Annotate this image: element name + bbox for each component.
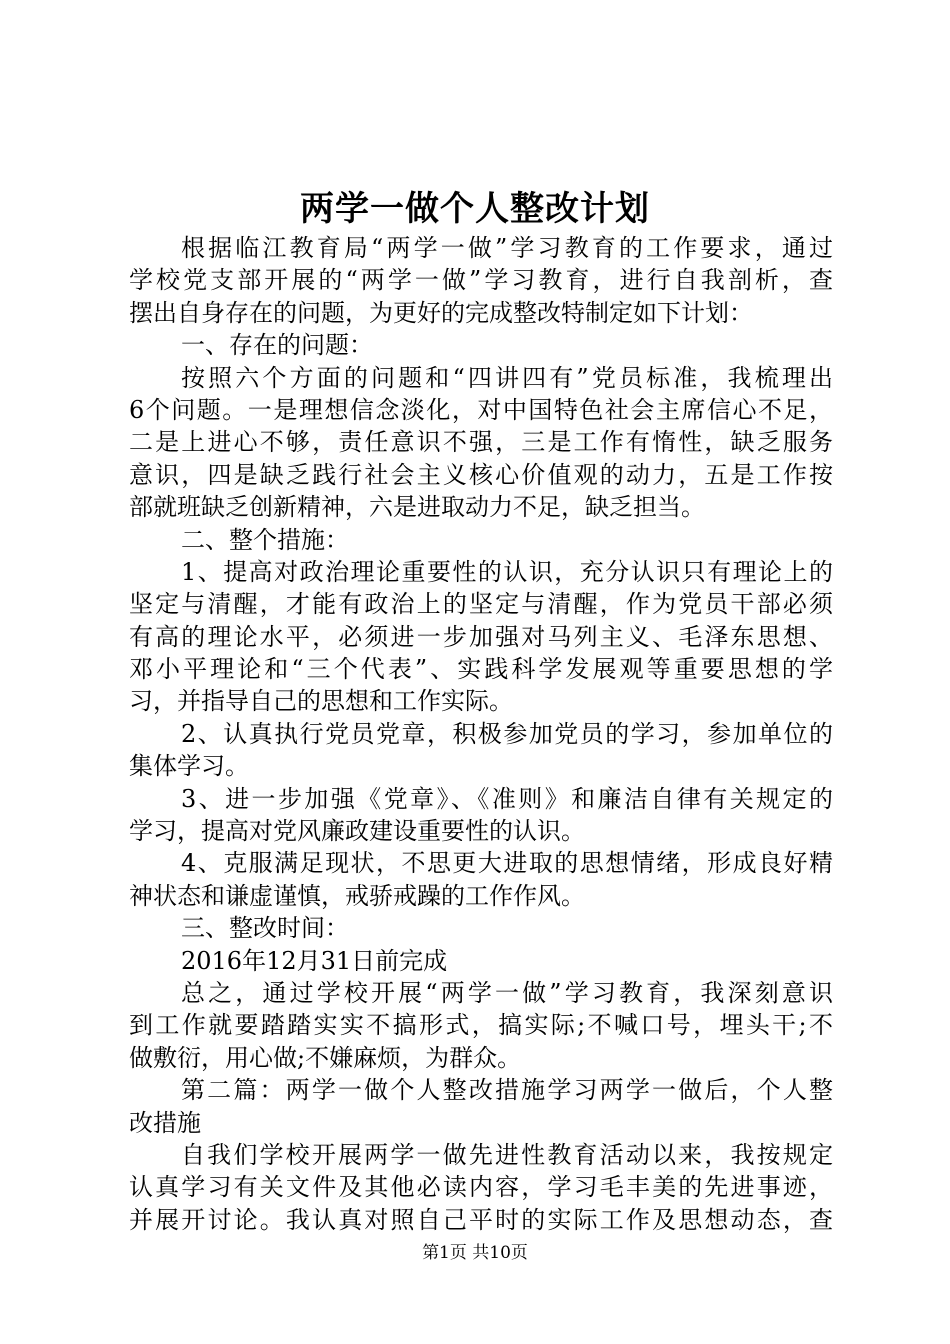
body-line: 改措施 bbox=[129, 1108, 201, 1137]
body-line: 意识，四是缺乏践行社会主义核心价值观的动力，五是工作按 bbox=[129, 460, 833, 489]
body-line: 坚定与清醒，才能有政治上的坚定与清醒，作为党员干部必须 bbox=[129, 590, 833, 619]
body-line: 部就班缺乏创新精神，六是进取动力不足，缺乏担当。 bbox=[129, 493, 705, 522]
body-line: 有高的理论水平，必须进一步加强对马列主义、毛泽东思想、 bbox=[129, 622, 833, 651]
document-body bbox=[129, 232, 833, 1236]
body-line: 学校党支部开展的“两学一做”学习教育，进行自我剖析，查 bbox=[129, 266, 833, 295]
body-line: 一、存在的问题： bbox=[181, 331, 373, 360]
body-line: 1、提高对政治理论重要性的认识，充分认识只有理论上的 bbox=[181, 557, 833, 586]
body-line: 认真学习有关文件及其他必读内容，学习毛丰美的先进事迹， bbox=[129, 1173, 833, 1202]
body-line: 神状态和谦虚谨慎，戒骄戒躁的工作作风。 bbox=[129, 881, 585, 910]
body-line: 集体学习。 bbox=[129, 752, 249, 781]
body-line: 6个问题。一是理想信念淡化，对中国特色社会主席信心不足， bbox=[129, 395, 833, 424]
body-line: 2016年12月31日前完成 bbox=[181, 946, 448, 975]
body-line: 摆出自身存在的问题，为更好的完成整改特制定如下计划： bbox=[129, 298, 753, 327]
page-footer: 第1页 共10页 bbox=[422, 1243, 528, 1263]
body-line: 二、整个措施： bbox=[181, 525, 349, 554]
body-line: 二是上进心不够，责任意识不强，三是工作有惰性，缺乏服务 bbox=[129, 428, 833, 457]
body-line: 按照六个方面的问题和“四讲四有”党员标准，我梳理出 bbox=[181, 363, 833, 392]
body-line: 并展开讨论。我认真对照自己平时的实际工作及思想动态，查 bbox=[129, 1205, 833, 1234]
body-line: 到工作就要踏踏实实不搞形式，搞实际;不喊口号，埋头干;不 bbox=[129, 1011, 833, 1040]
body-line: 第二篇：两学一做个人整改措施学习两学一做后，个人整 bbox=[181, 1076, 833, 1105]
body-line: 4、克服满足现状，不思更大进取的思想情绪，形成良好精 bbox=[181, 849, 833, 878]
body-line: 三、整改时间： bbox=[181, 914, 349, 943]
body-line: 做敷衍，用心做;不嫌麻烦，为群众。 bbox=[129, 1043, 522, 1072]
body-line: 根据临江教育局“两学一做”学习教育的工作要求，通过 bbox=[181, 234, 833, 262]
body-line: 学习，提高对党风廉政建设重要性的认识。 bbox=[129, 817, 585, 846]
body-line: 2、认真执行党员党章，积极参加党员的学习，参加单位的 bbox=[181, 719, 833, 748]
body-line: 自我们学校开展两学一做先进性教育活动以来，我按规定 bbox=[181, 1140, 833, 1169]
body-line: 习，并指导自己的思想和工作实际。 bbox=[129, 687, 513, 716]
body-line: 3、进一步加强《党章》、《准则》和廉洁自律有关规定的 bbox=[181, 784, 833, 813]
body-line: 邓小平理论和“三个代表”、实践科学发展观等重要思想的学 bbox=[129, 655, 833, 684]
document-title: 两学一做个人整改计划 bbox=[300, 189, 650, 229]
body-line: 总之，通过学校开展“两学一做”学习教育，我深刻意识 bbox=[181, 978, 833, 1007]
